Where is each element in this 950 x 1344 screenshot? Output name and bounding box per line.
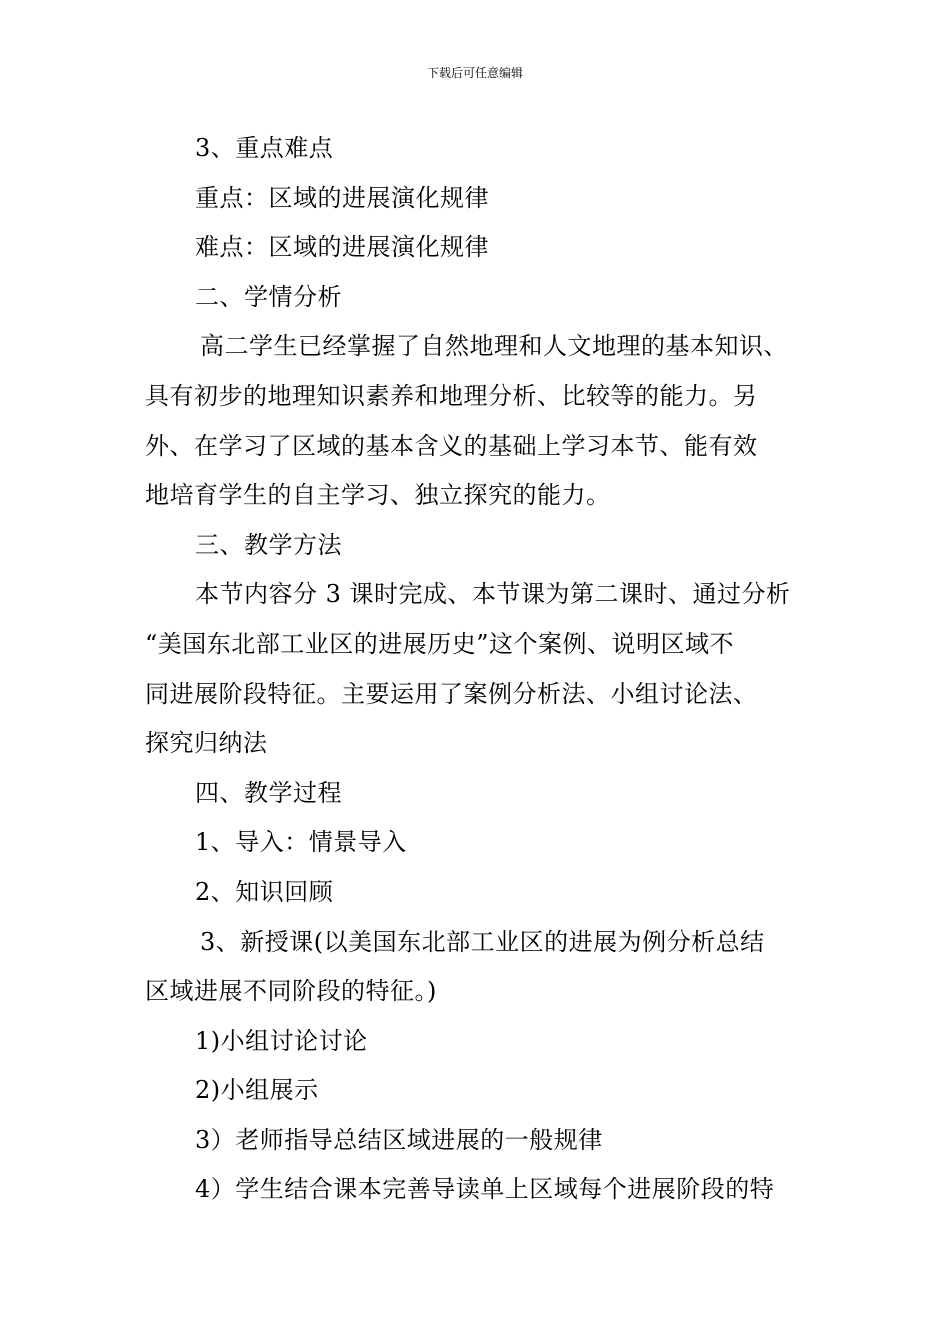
page-header: 下载后可任意编辑 (426, 66, 523, 80)
paragraph-line: 本节内容分 3 课时完成、本节课为第二课时、通过分析 (195, 580, 791, 609)
paragraph-line: “美国东北部工业区的进展历史”这个案例、说明区域不 (145, 629, 735, 658)
paragraph-line: 探究归纳法 (145, 729, 268, 758)
paragraph-line: 同进展阶段特征。主要运用了案例分析法、小组讨论法、 (145, 679, 758, 708)
paragraph-line: 外、在学习了区域的基本含义的基础上学习本节、能有效 (145, 431, 758, 460)
sub-list-item: 4）学生结合课本完善导读单上区域每个进展阶段的特 (195, 1175, 775, 1204)
document-body (145, 124, 810, 1215)
paragraph-line: 具有初步的地理知识素养和地理分析、比较等的能力。另 (145, 381, 758, 410)
section-heading-learner-analysis: 二、学情分析 (195, 282, 342, 311)
sub-list-item: 2)小组展示 (195, 1076, 319, 1105)
difficult-point-text: 难点：区域的进展演化规律 (195, 233, 489, 262)
list-item: 2、知识回顾 (195, 877, 334, 906)
paragraph-line: 高二学生已经掌握了自然地理和人文地理的基本知识、 (200, 332, 788, 361)
section-heading-key-points: 3、重点难点 (195, 134, 334, 162)
paragraph-line: 地培育学生的自主学习、独立探究的能力。 (145, 481, 611, 510)
key-point-text: 重点：区域的进展演化规律 (195, 183, 489, 212)
section-heading-teaching-methods: 三、教学方法 (195, 530, 342, 559)
paragraph-line: 区域进展不同阶段的特征。) (145, 977, 437, 1006)
sub-list-item: 1)小组讨论讨论 (195, 1026, 368, 1055)
list-item: 1、导入：情景导入 (195, 828, 407, 857)
list-item: 3、新授课(以美国东北部工业区的进展为例分析总结 (200, 927, 765, 956)
section-heading-teaching-process: 四、教学过程 (195, 778, 342, 807)
sub-list-item: 3）老师指导总结区域进展的一般规律 (195, 1125, 603, 1154)
